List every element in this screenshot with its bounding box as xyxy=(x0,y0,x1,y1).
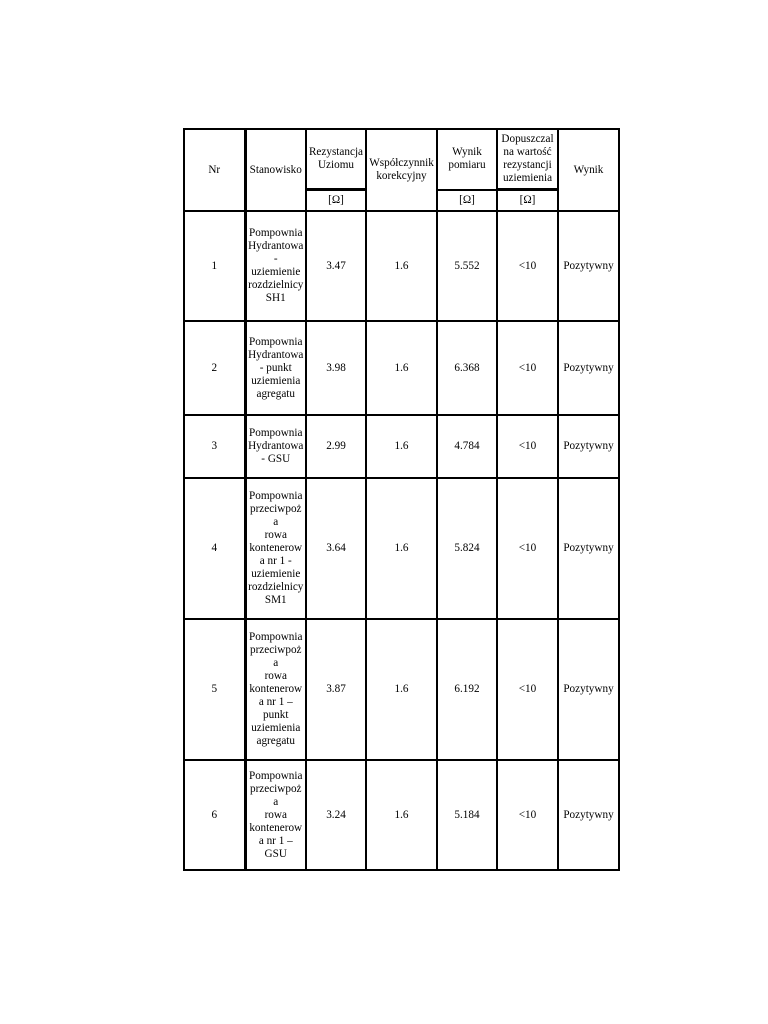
cell-wspolczynnik: 1.6 xyxy=(366,415,437,478)
cell-wynik-pomiaru: 6.192 xyxy=(437,619,497,760)
cell-stanowisko: Pompownia Hydrantowa - GSU xyxy=(245,415,306,478)
cell-dopuszczalna: <10 xyxy=(497,211,558,321)
header-wynik-pomiaru xyxy=(437,129,497,190)
header-nr-text: Nr xyxy=(208,163,221,176)
unit-dopuszczalna: [Ω] xyxy=(497,190,558,212)
cell-dopuszczalna: <10 xyxy=(497,619,558,760)
unit-wynik-pomiaru: [Ω] xyxy=(437,190,497,212)
cell-stanowisko: Pompownia Hydrantowa - punkt uziemienia agregatu xyxy=(245,321,306,415)
header-wspolczynnik xyxy=(366,129,437,211)
cell-wynik-pomiaru: 5.184 xyxy=(437,760,497,870)
cell-rezystancja: 3.98 xyxy=(306,321,366,415)
cell-nr: 4 xyxy=(184,478,245,619)
cell-rezystancja: 3.64 xyxy=(306,478,366,619)
cell-wynik: Pozytywny xyxy=(558,760,619,870)
cell-wspolczynnik: 1.6 xyxy=(366,619,437,760)
header-wynik-pomiaru-text: Wynik pomiaru xyxy=(448,146,486,172)
cell-wynik: Pozytywny xyxy=(558,478,619,619)
cell-dopuszczalna: <10 xyxy=(497,415,558,478)
cell-nr: 1 xyxy=(184,211,245,321)
grounding-measurement-table xyxy=(183,128,620,871)
cell-rezystancja: 2.99 xyxy=(306,415,366,478)
cell-nr: 5 xyxy=(184,619,245,760)
cell-wspolczynnik: 1.6 xyxy=(366,478,437,619)
cell-wynik-pomiaru: 5.552 xyxy=(437,211,497,321)
cell-nr: 3 xyxy=(184,415,245,478)
cell-stanowisko: Pompownia przeciwpoża rowa kontenerow a nr 1 – punkt uziemienia agregatu xyxy=(245,619,306,760)
cell-dopuszczalna: <10 xyxy=(497,321,558,415)
table-row xyxy=(184,478,619,619)
table-row xyxy=(184,415,619,478)
cell-wynik: Pozytywny xyxy=(558,321,619,415)
table-row xyxy=(184,321,619,415)
header-dopuszczalna-text: Dopuszczal na wartość rezystancji uziemienia xyxy=(501,133,554,184)
cell-stanowisko: Pompownia Hydrantowa - uziemienie rozdzielnicy SH1 xyxy=(245,211,306,321)
cell-wynik: Pozytywny xyxy=(558,415,619,478)
cell-rezystancja: 3.47 xyxy=(306,211,366,321)
cell-wspolczynnik: 1.6 xyxy=(366,321,437,415)
header-wynik-text: Wynik xyxy=(573,163,604,176)
cell-dopuszczalna: <10 xyxy=(497,478,558,619)
cell-stanowisko: Pompownia przeciwpoża rowa kontenerow a nr 1 - uziemienie rozdzielnicy SM1 xyxy=(245,478,306,619)
cell-dopuszczalna: <10 xyxy=(497,760,558,870)
header-row xyxy=(184,129,619,190)
cell-stanowisko: Pompownia przeciwpoża rowa kontenerow a nr 1 – GSU xyxy=(245,760,306,870)
cell-wynik-pomiaru: 6.368 xyxy=(437,321,497,415)
unit-rezystancja: [Ω] xyxy=(306,190,366,212)
header-nr xyxy=(184,129,245,211)
cell-wspolczynnik: 1.6 xyxy=(366,211,437,321)
header-dopuszczalna xyxy=(497,129,558,190)
header-stanowisko xyxy=(245,129,306,211)
cell-rezystancja: 3.24 xyxy=(306,760,366,870)
cell-wynik-pomiaru: 5.824 xyxy=(437,478,497,619)
cell-wynik: Pozytywny xyxy=(558,619,619,760)
cell-rezystancja: 3.87 xyxy=(306,619,366,760)
cell-wynik-pomiaru: 4.784 xyxy=(437,415,497,478)
cell-wspolczynnik: 1.6 xyxy=(366,760,437,870)
cell-nr: 2 xyxy=(184,321,245,415)
cell-nr: 6 xyxy=(184,760,245,870)
cell-wynik: Pozytywny xyxy=(558,211,619,321)
table-row xyxy=(184,211,619,321)
header-rezystancja xyxy=(306,129,366,190)
header-wspolczynnik-text: Współczynnik korekcyjny xyxy=(369,157,434,182)
header-wynik xyxy=(558,129,619,211)
table-row xyxy=(184,619,619,760)
header-stanowisko-text: Stanowisko xyxy=(249,163,302,176)
table-row xyxy=(184,760,619,870)
header-rezystancja-text: Rezystancja Uziomu xyxy=(308,146,364,171)
